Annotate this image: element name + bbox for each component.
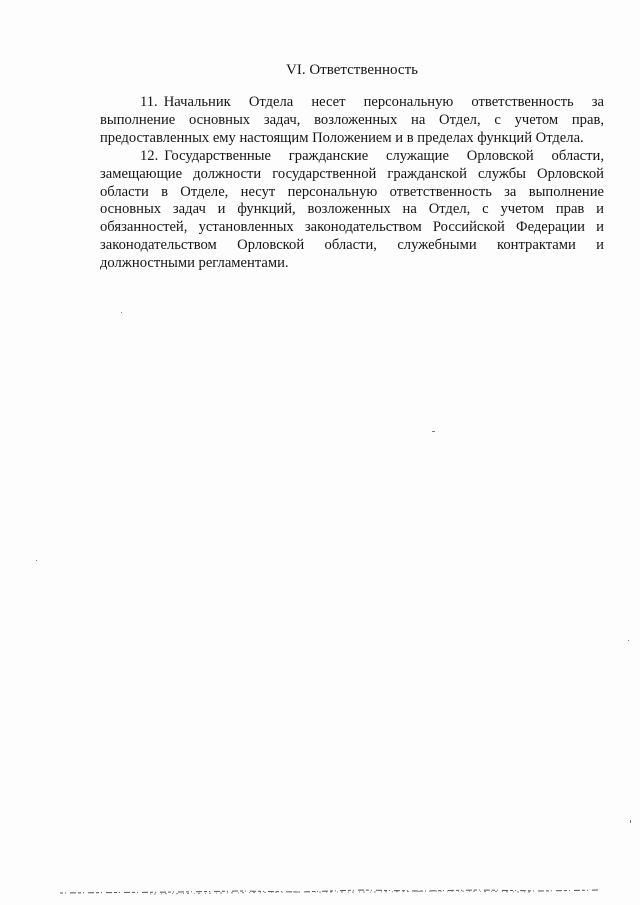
scan-noise-strip [60, 886, 620, 896]
scan-speck [630, 820, 631, 823]
paragraph-text: Начальник Отдела несет персональную ответственность за выполнение основных задач, возложенных на Отдел, с учетом прав, предоставленных ему настоящим Положением и в пределах функций Отдела. [100, 94, 604, 146]
document-body [100, 94, 604, 273]
section-title: VI. Ответственность [286, 62, 418, 78]
scan-speck [36, 560, 37, 561]
scan-speck [432, 431, 435, 432]
paragraph-11 [100, 94, 604, 148]
paragraph-number: 12. [140, 147, 159, 164]
paragraph-text: Государственные гражданские служащие Орловской области, замещающие должности государственной гражданской службы Орловской области в Отделе, несут персональную ответственность за выполнение основных задач и функций, возложенных на Отдел, с учетом прав и обязанностей, установленных законодательством Российской Федерации и законодательством Орловской области, служебными контрактами и должностными регламентами. [100, 147, 604, 272]
scan-speck [121, 312, 122, 313]
paragraph-12 [100, 148, 604, 273]
paragraph-number: 11. [140, 94, 158, 110]
scan-speck [628, 640, 629, 641]
